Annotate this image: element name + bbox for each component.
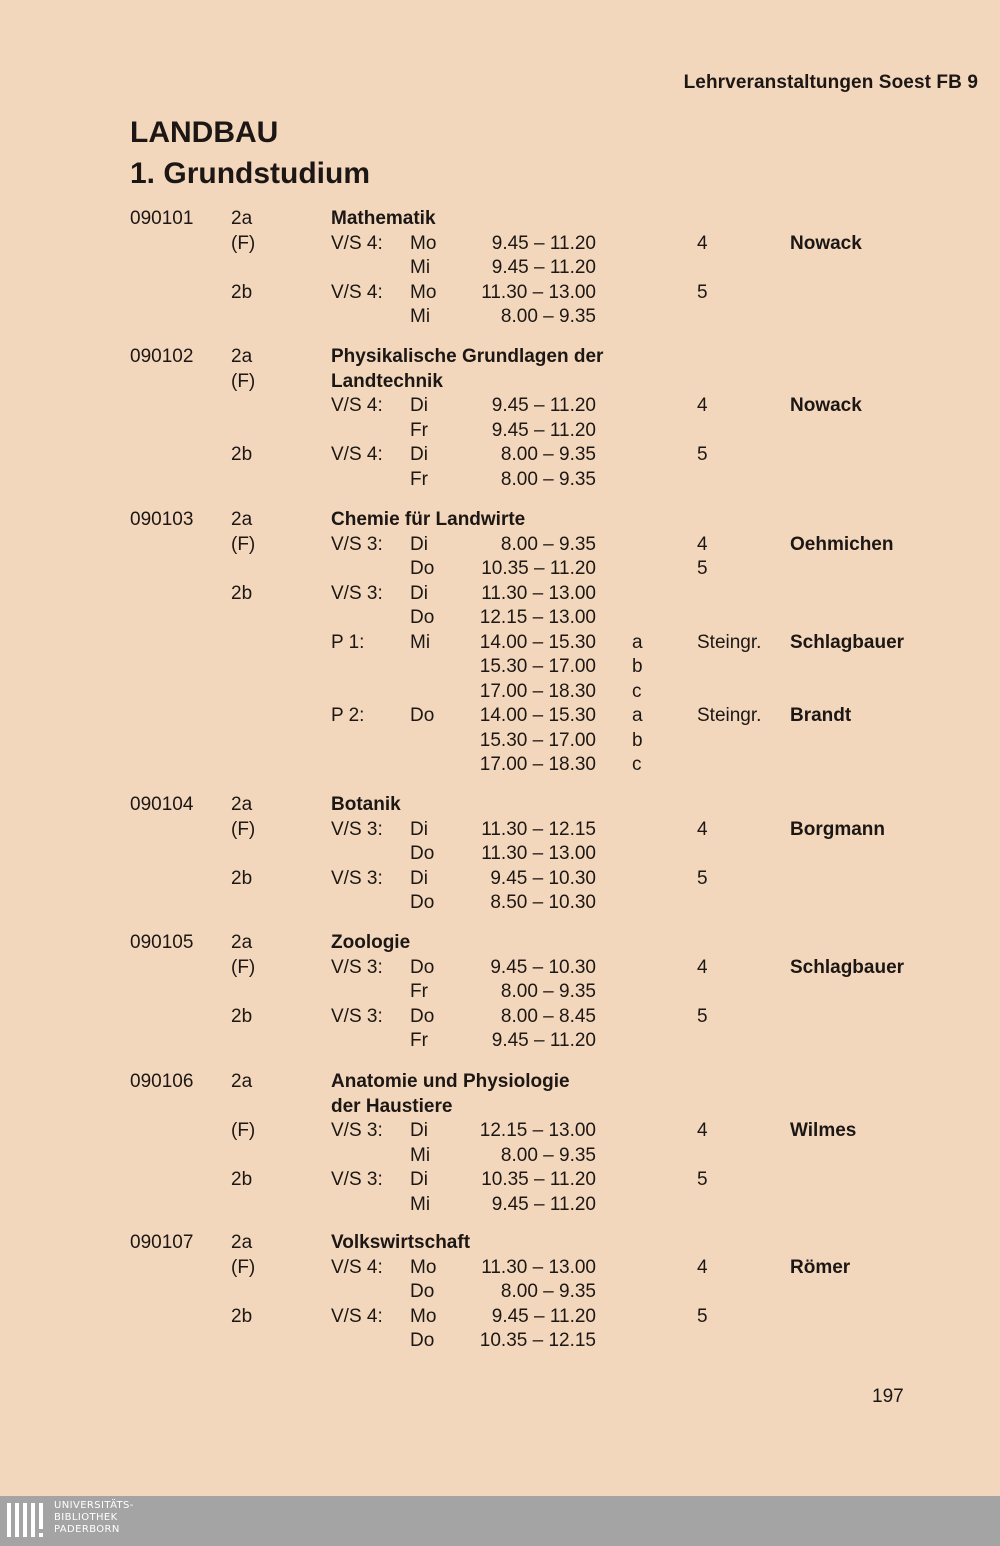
course-time: 10.35 – 11.20	[481, 558, 596, 579]
course-time: 12.15 – 13.00	[479, 1120, 596, 1141]
course-type: V/S 3:	[331, 1120, 383, 1141]
course-time: 8.00 – 9.35	[500, 533, 596, 555]
course-semester: Steingr.	[697, 705, 762, 726]
course-lecturer: Römer	[790, 1256, 851, 1278]
course-lecturer: Brandt	[790, 705, 852, 726]
course-group: 2a	[231, 1232, 253, 1253]
course-time: 10.35 – 11.20	[481, 1169, 596, 1190]
course-time: 9.45 – 11.20	[491, 1030, 596, 1051]
course-day: Mo	[410, 281, 437, 303]
course-time: 8.00 – 9.35	[500, 1144, 596, 1166]
course-title: Anatomie und Physiologie	[331, 1071, 570, 1092]
course-time: 14.00 – 15.30	[479, 705, 596, 726]
course-type: V/S 4:	[331, 444, 383, 465]
course-type: V/S 4:	[331, 395, 383, 416]
course-time: 9.45 – 11.20	[491, 1193, 596, 1215]
course-title: Botanik	[331, 794, 401, 815]
course-lecturer: Wilmes	[790, 1120, 857, 1141]
course-subgroup: b	[632, 729, 643, 751]
course-time: 15.30 – 17.00	[479, 729, 596, 751]
course-day: Do	[410, 1281, 435, 1302]
course-day: Di	[410, 533, 428, 555]
course-type: V/S 4:	[331, 281, 383, 303]
course-group: 2b	[231, 582, 253, 604]
course-semester: 5	[697, 1169, 708, 1190]
course-group: (F)	[231, 818, 256, 840]
course-semester: 4	[697, 533, 708, 555]
course-day: Fr	[410, 1030, 428, 1051]
library-name	[54, 1500, 134, 1536]
course-time: 8.00 – 9.35	[500, 468, 596, 490]
course-day: Mi	[410, 631, 431, 653]
course-semester: 4	[697, 1120, 708, 1141]
page-header: Lehrveranstaltungen Soest FB 9	[683, 72, 978, 93]
course-group: 2b	[231, 1005, 253, 1027]
course-title: Physikalische Grundlagen der	[331, 346, 604, 367]
course-type: V/S 4:	[331, 232, 383, 254]
course-time: 9.45 – 11.20	[491, 395, 596, 416]
course-day: Do	[410, 1005, 435, 1027]
course-semester: 4	[697, 818, 708, 840]
page-number: 197	[872, 1386, 904, 1407]
course-group: (F)	[231, 370, 256, 392]
course-time: 8.00 – 9.35	[500, 306, 596, 327]
course-group: 2a	[231, 932, 253, 953]
course-group: 2a	[231, 208, 253, 229]
course-group: 2a	[231, 346, 253, 367]
course-day: Mo	[410, 232, 437, 254]
library-footer	[0, 1496, 1000, 1546]
course-day: Do	[410, 705, 435, 726]
course-day: Mo	[410, 1305, 437, 1327]
course-time: 11.30 – 13.00	[481, 1256, 596, 1278]
course-group: 2b	[231, 1305, 253, 1327]
course-time: 8.00 – 9.35	[500, 1281, 596, 1302]
course-day: Mi	[410, 1193, 431, 1215]
course-semester: 5	[697, 444, 708, 465]
course-time: 11.30 – 13.00	[481, 281, 596, 303]
course-lecturer: Oehmichen	[790, 533, 894, 555]
course-type: P 2:	[331, 705, 365, 726]
course-group: (F)	[231, 533, 256, 555]
course-time: 11.30 – 13.00	[481, 582, 596, 604]
course-semester: 5	[697, 1305, 708, 1327]
course-time: 9.45 – 10.30	[490, 867, 596, 889]
course-lecturer: Schlagbauer	[790, 631, 905, 653]
course-group: 2b	[231, 1169, 253, 1190]
course-title: der Haustiere	[331, 1095, 453, 1117]
course-time: 8.00 – 8.45	[500, 1005, 596, 1027]
library-name-line: BIBLIOTHEK	[54, 1512, 118, 1523]
course-lecturer: Borgmann	[790, 818, 885, 840]
course-semester: 4	[697, 395, 708, 416]
course-day: Di	[410, 395, 428, 416]
course-group: 2a	[231, 794, 253, 815]
course-day: Do	[410, 607, 435, 628]
course-day: Mo	[410, 1256, 437, 1278]
course-day: Di	[410, 444, 428, 465]
course-semester: Steingr.	[697, 631, 762, 653]
course-day: Di	[410, 582, 428, 604]
course-semester: 5	[697, 1005, 708, 1027]
course-number: 090101	[130, 208, 194, 229]
course-type: V/S 3:	[331, 867, 383, 889]
course-title: Mathematik	[331, 208, 436, 229]
course-number: 090104	[130, 794, 194, 815]
course-day: Do	[410, 558, 435, 579]
course-type: P 1:	[331, 631, 365, 653]
course-type: V/S 3:	[331, 956, 383, 978]
course-lecturer: Nowack	[790, 232, 862, 254]
course-day: Mi	[410, 257, 431, 278]
course-time: 11.30 – 13.00	[481, 843, 596, 864]
course-day: Do	[410, 892, 435, 913]
course-time: 11.30 – 12.15	[481, 818, 596, 840]
course-day: Fr	[410, 468, 428, 490]
course-time: 17.00 – 18.30	[479, 754, 596, 775]
course-group: 2b	[231, 281, 253, 303]
library-name-line: PADERBORN	[54, 1524, 120, 1535]
course-semester: 4	[697, 232, 708, 254]
course-semester: 4	[697, 1256, 708, 1278]
course-day: Fr	[410, 981, 428, 1002]
course-day: Mi	[410, 1144, 431, 1166]
course-time: 8.00 – 9.35	[500, 981, 596, 1002]
page-title: LANDBAU	[130, 116, 279, 149]
course-type: V/S 3:	[331, 1005, 383, 1027]
course-number: 090105	[130, 932, 194, 953]
course-time: 9.45 – 11.20	[491, 257, 596, 278]
course-time: 9.45 – 11.20	[491, 419, 596, 441]
course-day: Di	[410, 1120, 428, 1141]
course-group: 2b	[231, 867, 253, 889]
course-semester: 5	[697, 867, 708, 889]
course-title: Volkswirtschaft	[331, 1232, 471, 1253]
course-day: Mi	[410, 306, 431, 327]
course-time: 10.35 – 12.15	[479, 1330, 596, 1351]
course-semester: 5	[697, 281, 708, 303]
course-time: 9.45 – 11.20	[491, 1305, 596, 1327]
course-title: Chemie für Landwirte	[331, 509, 526, 530]
course-type: V/S 4:	[331, 1305, 383, 1327]
course-group: 2a	[231, 1071, 253, 1092]
library-name-line: UNIVERSITÄTS-	[54, 1500, 134, 1511]
course-type: V/S 3:	[331, 1169, 383, 1190]
course-day: Di	[410, 1169, 428, 1190]
course-group: (F)	[231, 956, 256, 978]
course-time: 9.45 – 11.20	[491, 232, 596, 254]
course-time: 8.50 – 10.30	[490, 892, 596, 913]
course-time: 12.15 – 13.00	[479, 607, 596, 628]
course-group: (F)	[231, 1120, 256, 1141]
course-group: 2a	[231, 509, 253, 530]
course-subgroup: c	[632, 754, 642, 775]
course-day: Di	[410, 818, 428, 840]
course-time: 8.00 – 9.35	[500, 444, 596, 465]
course-group: (F)	[231, 232, 256, 254]
course-time: 15.30 – 17.00	[479, 656, 596, 677]
course-time: 9.45 – 10.30	[490, 956, 596, 978]
course-number: 090106	[130, 1071, 194, 1092]
course-title: Landtechnik	[331, 370, 443, 392]
course-day: Fr	[410, 419, 428, 441]
course-number: 090103	[130, 509, 194, 530]
course-type: V/S 3:	[331, 533, 383, 555]
course-semester: 4	[697, 956, 708, 978]
course-semester: 5	[697, 558, 708, 579]
course-group: (F)	[231, 1256, 256, 1278]
course-number: 090102	[130, 346, 194, 367]
course-day: Do	[410, 843, 435, 864]
course-type: V/S 3:	[331, 818, 383, 840]
course-day: Do	[410, 956, 435, 978]
course-title: Zoologie	[331, 932, 411, 953]
course-time: 14.00 – 15.30	[479, 631, 596, 653]
course-number: 090107	[130, 1232, 194, 1253]
course-subgroup: a	[632, 705, 643, 726]
course-time: 17.00 – 18.30	[479, 680, 596, 702]
course-type: V/S 3:	[331, 582, 383, 604]
course-subgroup: c	[632, 680, 642, 702]
course-subgroup: a	[632, 631, 643, 653]
course-day: Do	[410, 1330, 435, 1351]
library-logo-icon	[6, 1499, 50, 1543]
course-group: 2b	[231, 444, 253, 465]
course-day: Di	[410, 867, 428, 889]
course-subgroup: b	[632, 656, 643, 677]
course-lecturer: Nowack	[790, 395, 862, 416]
section-title: 1. Grundstudium	[130, 157, 370, 190]
course-lecturer: Schlagbauer	[790, 956, 905, 978]
course-type: V/S 4:	[331, 1256, 383, 1278]
